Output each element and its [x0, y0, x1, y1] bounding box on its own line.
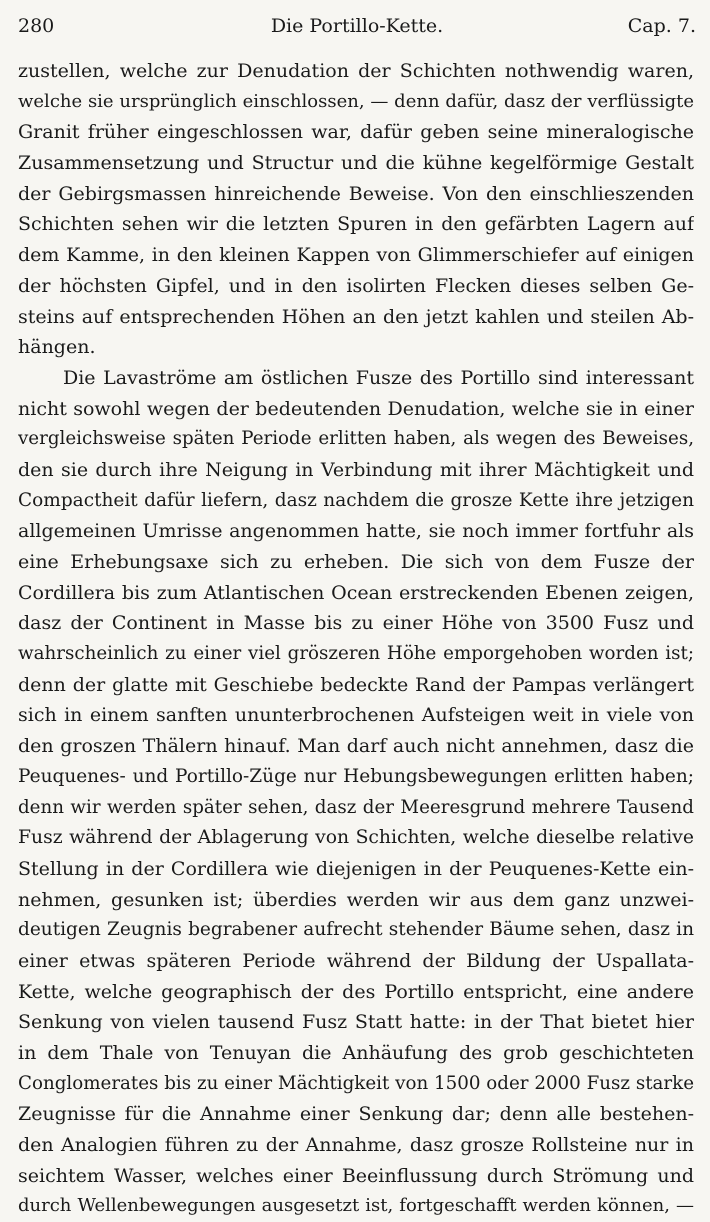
text-line: nehmen, gesunken ist; überdies werden wir aus dem ganz unzwei- [18, 888, 694, 911]
text-line: denn wir werden später sehen, dasz der Meeresgrund mehrere Tausend [18, 796, 694, 818]
text-line: durch Wellenbewegungen ausgesetzt ist, fortgeschafft werden können, — [18, 1195, 694, 1217]
text-line: der Gebirgsmassen hinreichende Beweise. Von den einschlieszenden [18, 182, 694, 205]
text-line: den Analogien führen zu der Annahme, dasz grosze Rollsteine nur in [18, 1134, 694, 1157]
text-line: Senkung von vielen tausend Fusz Statt hatte: in der That bietet hier [18, 1011, 694, 1034]
text-line: Peuquenes- und Portillo-Züge nur Hebungsbewegungen erlitten haben; [18, 765, 694, 787]
page-header [18, 8, 696, 44]
text-line: sich in einem sanften ununterbrochenen Aufsteigen weit in viele von [18, 704, 694, 727]
text-line: Schichten sehen wir die letzten Spuren in den gefärbten Lagern auf [18, 213, 694, 236]
text-line: welche sie ursprünglich einschlossen, — denn dafür, dasz der verflüssigte [18, 90, 694, 112]
text-line: Zusammensetzung und Structur und die kühne kegelförmige Gestalt [18, 152, 694, 175]
text-line: wahrscheinlich zu einer viel gröszeren Höhe emporgehoben worden ist; [18, 643, 694, 665]
text-line: in dem Thale von Tenuyan die Anhäufung des grob geschichteten [18, 1042, 694, 1064]
text-line: Fusz während der Ablagerung von Schichten, welche dieselbe relative [18, 827, 694, 849]
text-line: Die Lavaströme am östlichen Fusze des Portillo sind interessant [63, 366, 694, 389]
page-number: 280 [18, 15, 55, 37]
text-line: der höchsten Gipfel, und in den isolirten Flecken dieses selben Ge- [18, 274, 694, 297]
text-line: denn der glatte mit Geschiebe bedeckte Rand der Pampas verlängert [18, 673, 694, 696]
text-line: eine Erhebungsaxe sich zu erheben. Die sich von dem Fusze der [18, 551, 694, 573]
text-line: allgemeinen Umrisse angenommen hatte, sie noch immer fortfuhr als [18, 520, 694, 543]
text-line: den groszen Thälern hinauf. Man darf auch nicht annehmen, dasz die [18, 735, 694, 758]
running-title: Die Portillo-Kette. [270, 15, 444, 37]
text-line: seichtem Wasser, welches einer Beeinflussung durch Strömung und [18, 1164, 694, 1187]
text-line: hängen. [18, 336, 96, 359]
text-line: Kette, welche geographisch der des Portillo entspricht, eine andere [18, 980, 694, 1003]
text-line: deutigen Zeugnis begrabener aufrecht stehender Bäume sehen, dasz in [18, 919, 694, 941]
chapter-label: Cap. 7. [627, 15, 696, 37]
text-line: Zeugnisse für die Annahme einer Senkung dar; denn alle bestehen- [18, 1103, 694, 1126]
text-line: dem Kamme, in den kleinen Kappen von Glimmerschiefer auf einigen [18, 244, 694, 267]
text-line: vergleichsweise späten Periode erlitten haben, als wegen des Beweises, [18, 428, 694, 450]
text-line: Compactheit dafür liefern, dasz nachdem die grosze Kette ihre jetzigen [18, 489, 694, 511]
text-line: dasz der Continent in Masse bis zu einer Höhe von 3500 Fusz und [18, 612, 694, 635]
text-line: Granit früher eingeschlossen war, dafür geben seine mineralogische [18, 121, 694, 144]
text-line: den sie durch ihre Neigung in Verbindung mit ihrer Mächtigkeit und [18, 458, 694, 481]
body-text [18, 56, 694, 1222]
text-line: zustellen, welche zur Denudation der Schichten nothwendig waren, [18, 60, 694, 82]
text-line: steins auf entsprechenden Höhen an den jetzt kahlen und steilen Ab- [18, 305, 694, 328]
text-line: Conglomerates bis zu einer Mächtigkeit von 1500 oder 2000 Fusz starke [18, 1072, 694, 1094]
text-line: nicht sowohl wegen der bedeutenden Denudation, welche sie in einer [18, 397, 694, 420]
text-line: einer etwas späteren Periode während der Bildung der Uspallata- [18, 949, 694, 972]
text-line: Stellung in der Cordillera wie diejenigen in der Peuquenes-Kette ein- [18, 857, 694, 880]
text-line: Cordillera bis zum Atlantischen Ocean erstreckenden Ebenen zeigen, [18, 581, 694, 604]
